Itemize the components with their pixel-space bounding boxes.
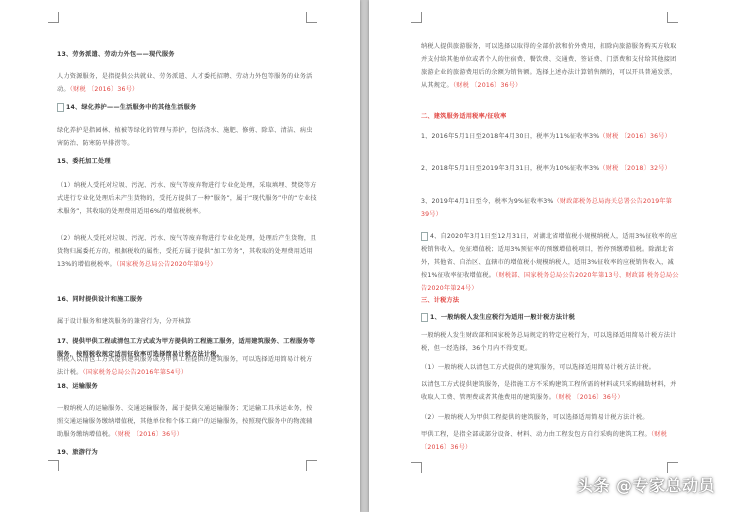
section-13-body: 人力资源服务，是指提供公共就业、劳务派遣、人才委托招聘、劳动力外包等服务的业务活动。（财税 〔2016〕36号） [57,73,313,93]
method-paragraph-2: （2）一般纳税人为甲供工程提供的建筑服务，可以选择适用简易计税方法计税。 [421,414,649,421]
source-watermark: 头条 @专家总动员 [576,476,715,495]
subsection-1-heading: 1、一般纳税人发生应税行为适用一般计税方法计税 [421,311,679,324]
rate-item-2: 2、2018年5月1日至2019年3月31日，税率为10%征收率3%（财税 〔2018〕32号） [421,165,671,172]
section-16-body: 属于设计服务和建筑服务的兼营行为，分开核算 [57,318,192,325]
method-paragraph-2-citation: （财税 〔2016〕36号） [421,431,668,451]
subsection-1-body: 一般纳税人发生财政部和国家税务总局规定的特定应税行为，可以选择适用简易计税方法计税，但一经选择，36个月内不得变更。 [421,332,677,352]
tourism-citation: （财税 〔2016〕36号） [452,82,522,89]
text-cursor-icon [57,103,64,112]
section-18-heading: 18、运输服务 [57,383,98,390]
text-cursor-icon [421,313,428,322]
section-3-heading: 三、计税方法 [421,297,460,304]
method-paragraph-1-detail: 以清包工方式提供建筑服务，是指施工方不采购建筑工程所需的材料或只采购辅助材料，并收取人工费、管理费或者其他费用的建筑服务。（财税 〔2016〕36号） [421,381,677,401]
rate-item-3: 3、2019年4月1日至今，税率为9%征收率3%（财政部税务总局海关总署公告2019年第39号） [421,198,673,218]
section-17-body: 纳税人以清包工方式提供建筑服务或为甲供工程提供的建筑服务，可以选择适用简易计税方法计税。（国家税务总局公告2016年第54号） [57,356,313,376]
margin-corner-mark [306,460,317,471]
rate-item-1: 1、2016年5月1日至2018年4月30日，税率为11%征收率3%（财税 〔2016〕36号） [421,133,671,140]
section-13-citation: （财税 〔2016〕36号） [69,86,139,93]
margin-corner-mark [411,462,422,473]
section-15-citation: （国家税务总局公告2020年第9号） [116,261,217,268]
section-15-paragraph-1: （1）纳税人受托对垃圾、污泥、污水、废气等废弃物进行专业化处理，采取填埋、焚烧等方式进行专业化处理后未产生货物的，受托方提供了一种“服务”，属于“现代服务”中的“专业技术服务”，其收取的处理费用适用6%的增值税税率。 [57,182,317,215]
section-2-heading: 二、建筑服务适用税率/征收率 [421,113,507,120]
margin-corner-mark [411,12,422,23]
method-paragraph-2-detail: 甲供工程，是指全部或部分设备、材料、动力由工程发包方自行采购的建筑工程。（财税 〔2016〕36号） [421,431,668,451]
section-17-heading: 17、提供甲供工程或清包工方式或为甲方提供的工程施工服务，适用建筑服务、工程服务等服务，按照税收规定适用征收率可选择简易计税方法计税。 [57,338,316,358]
text-cursor-icon [421,232,428,241]
section-15-paragraph-2: （2）纳税人受托对垃圾、污泥、污水、废气等废弃物进行专业化处理，处理后产生货物，且货物归属委托方的，根据税收的属性，受托方属于提供“加工劳务”，其收取的处理费用适用13%的增值税税率。（国家税务总局公告2020年第9号） [57,235,317,268]
method-paragraph-1: （1）一般纳税人以清包工方式提供的建筑服务，可以选择适用简易计税方法计税。 [421,364,656,371]
section-18-citation: （财税 〔2016〕36号） [114,431,184,438]
margin-corner-mark [667,12,678,23]
margin-corner-mark [48,460,59,471]
margin-corner-mark [48,12,59,23]
rate-item-4-citation: （财税部、国家税务总局公告2020年第13号、财政部 税务总局公告2020年第24号） [421,272,679,292]
rate-item-2-citation: （财税 〔2018〕32号） [599,165,671,172]
section-18-body: 一般纳税人的运输服务、交通运输服务，属于提供交通运输服务；无运输工具承运业务，按照交通运输服务缴纳增值税，其他单位和个体工商户的运输服务，按照现代服务中的物流辅助服务缴纳增值税。（财税 〔2016〕36号） [57,405,313,438]
tourism-continued-body: 纳税人提供旅游服务，可以选择以取得的全部价款和价外费用，扣除向旅游服务购买方收取并支付给其他单位或者个人的住宿费、餐饮费、交通费、签证费、门票费和支付给其他接团旅游企业的旅游费用后的余额为销售额。选择上述办法计算销售额的，可以开具普通发票，从其规定。（财税 〔2016〕36号） [421,43,677,89]
section-17-citation: （国家税务总局公告2016年第54号） [82,369,188,376]
margin-corner-mark [667,462,678,473]
section-15-heading: 15、委托加工处理 [57,158,111,165]
rate-item-3-citation: （财政部税务总局海关总署公告2019年第39号） [421,198,673,218]
section-13-heading: 13、劳务派遣、劳动力外包——现代服务 [57,51,175,58]
section-14-body: 绿化养护是指园林、植被等绿化的管理与养护，包括浇水、施肥、修剪、除草、清洁、病虫害防治、防寒防旱排涝等。 [57,127,313,147]
margin-corner-mark [306,12,317,23]
section-19-heading: 19、旅游行为 [57,449,98,456]
section-14-heading: 14、绿化养护——生活服务中的其他生活服务 [57,101,317,114]
method-paragraph-1-citation: （财税 〔2016〕36号） [555,394,624,401]
document-page-left [0,0,360,512]
rate-item-1-citation: （财税 〔2016〕36号） [599,133,671,140]
document-page-right [369,0,729,512]
section-16-heading: 16、同时提供设计和施工服务 [57,296,143,303]
rate-item-4: 4、自2020年3月1日至12月31日，对湖北省增值税小规模纳税人，适用3%征收率的应税销售收入，免征增值税；适用3%预征率的预缴增值税项目，暂停预缴增值税。除湖北省外，其他省、自治区、直辖市的增值税小规模纳税人，适用3%征收率的应税销售收入，减按1%征收率征收增值税。（财税部、国家税务总局公告2020年第13号、财政部 税务总局公告2020年第24号） [421,233,679,292]
